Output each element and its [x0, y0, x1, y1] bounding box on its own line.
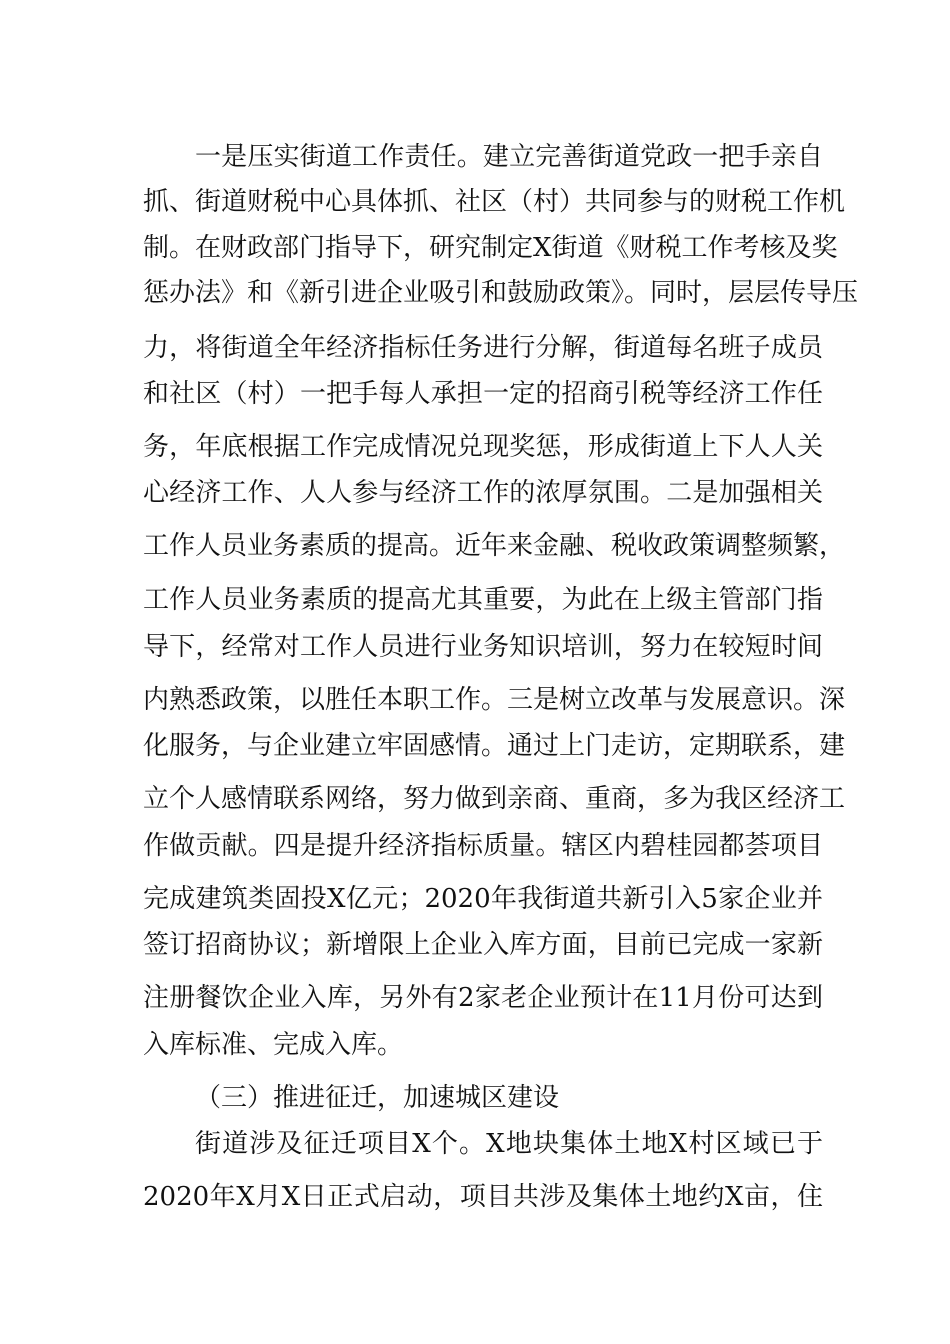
paragraph-line: 化服务，与企业建立牢固感情。通过上门走访，定期联系，建: [143, 731, 846, 761]
section-heading: （三）推进征迁，加速城区建设: [195, 1083, 560, 1113]
paragraph-line: 2020年X月X日正式启动，项目共涉及集体土地约X亩，住: [143, 1182, 823, 1212]
paragraph-line: 和社区（村）一把手每人承担一定的招商引税等经济工作任: [143, 379, 823, 409]
paragraph-line: 务，年底根据工作完成情况兑现奖惩，形成街道上下人人关: [143, 432, 823, 462]
paragraph-line: 惩办法》和《新引进企业吸引和鼓励政策》。同时，层层传导压: [143, 278, 859, 308]
paragraph-line: 抓、街道财税中心具体抓、社区（村）共同参与的财税工作机: [143, 187, 846, 217]
paragraph-line: 工作人员业务素质的提高尤其重要，为此在上级主管部门指: [143, 585, 823, 615]
paragraph-line: 一是压实街道工作责任。建立完善街道党政一把手亲自: [195, 142, 823, 172]
paragraph-line: 制。在财政部门指导下，研究制定X街道《财税工作考核及奖: [143, 233, 838, 263]
paragraph-line: 内熟悉政策，以胜任本职工作。三是树立改革与发展意识。深: [143, 685, 846, 715]
paragraph-line: 街道涉及征迁项目X个。X地块集体土地X村区域已于: [195, 1129, 823, 1159]
paragraph-line: 心经济工作、人人参与经济工作的浓厚氛围。二是加强相关: [143, 478, 823, 508]
paragraph-line: 导下，经常对工作人员进行业务知识培训，努力在较短时间: [143, 632, 823, 662]
paragraph-line: 力，将街道全年经济指标任务进行分解，街道每名班子成员: [143, 333, 823, 363]
paragraph-line: 工作人员业务素质的提高。近年来金融、税收政策调整频繁，: [143, 531, 846, 561]
paragraph-line: 立个人感情联系网络，努力做到亲商、重商，多为我区经济工: [143, 784, 846, 814]
paragraph-line: 作做贡献。四是提升经济指标质量。辖区内碧桂园都荟项目: [143, 831, 823, 861]
paragraph-line: 签订招商协议；新增限上企业入库方面，目前已完成一家新: [143, 930, 823, 960]
paragraph-line: 完成建筑类固投X亿元；2020年我街道共新引入5家企业并: [143, 884, 823, 914]
paragraph-line: 入库标准、完成入库。: [143, 1030, 404, 1060]
paragraph-line: 注册餐饮企业入库，另外有2家老企业预计在11月份可达到: [143, 983, 823, 1013]
